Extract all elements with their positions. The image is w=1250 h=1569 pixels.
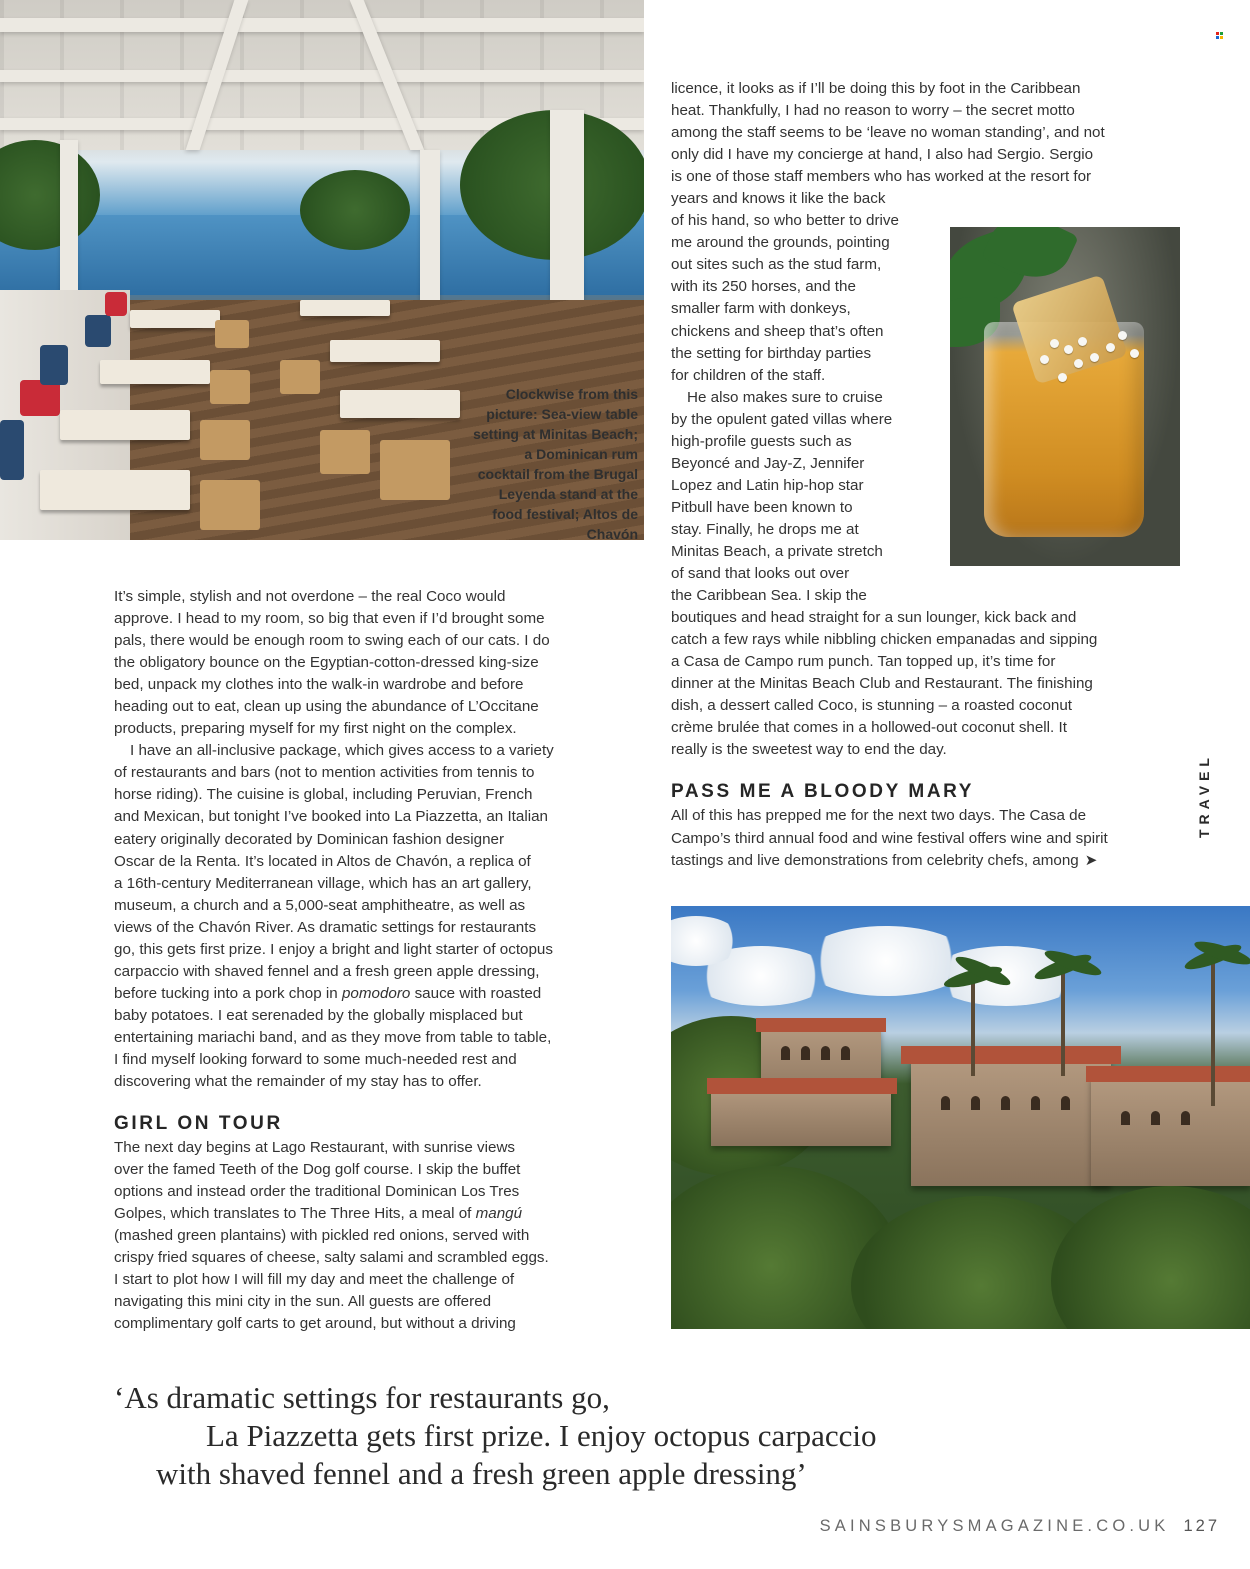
pull-quote-line-2: La Piazzetta gets first prize. I enjoy octopus carpaccio bbox=[206, 1418, 877, 1453]
photo-caption: Clockwise from this picture: Sea-view table setting at Minitas Beach; a Dominican rum cocktail from the Brugal Leyenda stand at the food festival; Altos de Chavón bbox=[473, 386, 638, 542]
pull-quote-line-3: with shaved fennel and a fresh green apple dressing’ bbox=[156, 1456, 807, 1491]
footer-website: SAINSBURYSMAGAZINE.CO.UK bbox=[819, 1517, 1170, 1535]
paragraph-1: It’s simple, stylish and not overdone – the real Coco would approve. I head to my room, so big that even if I’d brought some pals, there would be enough room to swing each of our cats. I do the obligatory bounce on the Egyptian-cotton-dressed king-size bed, unpack my clothes into the walk-in wardrobe and before heading out to eat, clean up using the abundance of L’Occitane products, preparing myself for my first night on the complex. bbox=[114, 588, 550, 738]
paragraph-2: I have an all-inclusive package, which gives access to a variety of restaurants and bars (not to mention activities from tennis to horse riding). The cuisine is global, including Peruvian, French and Mexican, but tonight I’ve booked into La Piazzetta, an Italian eatery originally decorated by Dominican fashion designer Oscar de la Renta. It’s located in Altos de Chavón, a replica of a 16th-century Mediterranean village, which has an art gallery, museum, a church and a 5,000-seat amphitheatre, as well as views of the Chavón River. As dramatic settings for restaurants go, this gets first prize. I enjoy a bright and light starter of octopus carpaccio with shaved fennel and a fresh green apple dressing, before tucking into a pork chop in pomodoro sauce with roasted baby potatoes. I eat serenaded by the globally misplaced but entertaining mariachi band, and as they move from table to table, I find myself looking forward to some much-needed rest and discovering what the remainder of my stay has to offer. bbox=[114, 742, 554, 1091]
brand-logo-icon bbox=[1216, 32, 1223, 39]
left-column bbox=[114, 586, 584, 1336]
right-column bbox=[671, 78, 1141, 872]
paragraph-right-1: licence, it looks as if I’ll be doing this by foot in the Caribbean heat. Thankfully, I had no reason to worry – the secret motto among the staff seems to be ‘leave no woman standing’, and not only did I have my concierge at hand, I also had Sergio. Sergio is one of those staff members who has worked at the resort for years and knows it like the back of his hand, so who better to drive me around the grounds, pointing out sites such as the stud farm, with its 250 horses, and the smaller farm with donkeys, chickens and sheep that’s often the setting for birthday parties for children of the staff. He also makes sure to cruise by the opulent gated villas where high-profile guests such as Beyoncé and Jay-Z, Jennifer Lopez and Latin hip-hop star Pitbull have been known to stay. Finally, he drops me at Minitas Beach, a private stretch of sand that looks out over the Caribbean Sea. I skip the boutiques and head straight for a sun lounger, kick back and catch a few rays while nibbling chicken empanadas and sipping a Casa de Campo rum punch. Tan topped up, it’s time for dinner at the Minitas Beach Club and Restaurant. The finishing dish, a dessert called Coco, is stunning – a roasted coconut crème brulée that comes in a hollowed-out coconut shell. It really is the sweetest way to end the day. bbox=[671, 80, 1105, 759]
section-label-travel: TRAVEL bbox=[1196, 753, 1212, 838]
photo-altos-de-chavon bbox=[671, 906, 1250, 1329]
paragraph-right-2: All of this has prepped me for the next two days. The Casa de Campo’s third annual food and wine festival offers wine and spirit tastings and live demonstrations from celebrity chefs, among ➤ bbox=[671, 807, 1108, 869]
section-heading-girl-on-tour: GIRL ON TOUR bbox=[114, 1113, 283, 1135]
page-footer bbox=[700, 1517, 1220, 1536]
pull-quote-line-1: ‘As dramatic settings for restaurants go, bbox=[114, 1380, 610, 1415]
page-number: 127 bbox=[1183, 1517, 1220, 1535]
paragraph-3: The next day begins at Lago Restaurant, with sunrise views over the famed Teeth of the Dog golf course. I skip the buffet options and instead order the traditional Dominican Los Tres Golpes, which translates to The Three Hits, a meal of mangú (mashed green plantains) with pickled red onions, served with crispy fried squares of cheese, salty salami and scrambled eggs. I start to plot how I will fill my day and meet the challenge of navigating this mini city in the sun. All guests are offered complimentary golf carts to get around, but without a driving bbox=[114, 1139, 549, 1333]
continue-arrow-icon: ➤ bbox=[1084, 851, 1098, 869]
section-heading-pass-me-a-bloody-mary: PASS ME A BLOODY MARY bbox=[671, 781, 975, 803]
